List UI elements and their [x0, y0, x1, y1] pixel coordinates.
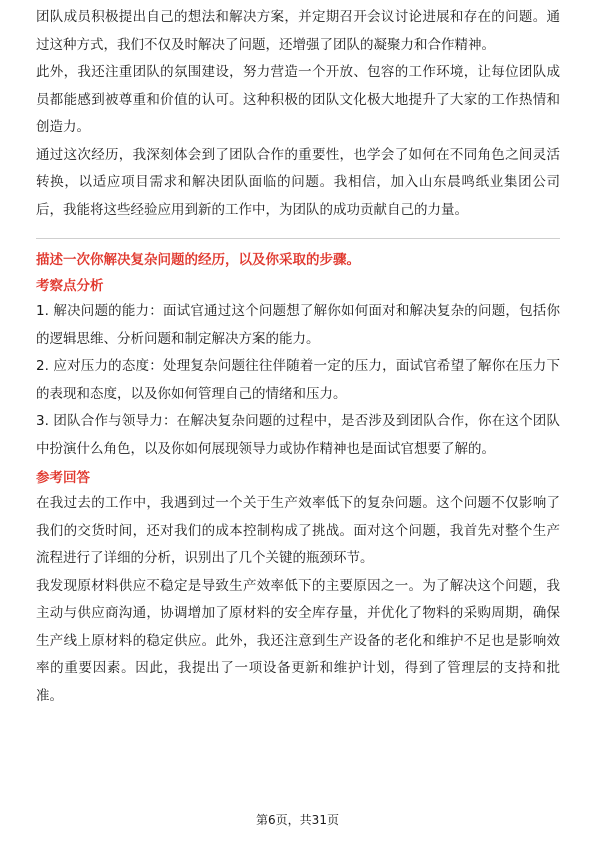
- section-divider: [36, 238, 560, 239]
- answer-paragraph: 我发现原材料供应不稳定是导致生产效率低下的主要原因之一。为了解决这个问题，我主动与供应商沟通，协调增加了原材料的安全库存量，并优化了物料的采购周期，确保生产线上原材料的稳定供应。此外，我还注意到生产设备的老化和维护不足也是影响效率的重要因素。因此，我提出了一项设备更新和维护计划，得到了管理层的支持和批准。: [36, 577, 560, 704]
- intro-paragraph: 团队成员积极提出自己的想法和解决方案，并定期召开会议讨论进展和存在的问题。通过这种方式，我们不仅及时解决了问题，还增强了团队的凝聚力和合作精神。: [36, 9, 560, 53]
- answer-title: 参考回答: [36, 470, 90, 486]
- intro-paragraph: 此外，我还注重团队的氛围建设，努力营造一个开放、包容的工作环境，让每位团队成员都能感到被尊重和价值的认可。这种积极的团队文化极大地提升了大家的工作热情和创造力。: [36, 64, 560, 135]
- analysis-title: 考察点分析: [36, 278, 104, 294]
- analysis-item: 1. 解决问题的能力：面试官通过这个问题想了解你如何面对和解决复杂的问题，包括你的逻辑思维、分析问题和制定解决方案的能力。: [36, 303, 560, 347]
- question-heading: 描述一次你解决复杂问题的经历，以及你采取的步骤。: [36, 252, 360, 268]
- intro-paragraph: 通过这次经历，我深刻体会到了团队合作的重要性，也学会了如何在不同角色之间灵活转换，以适应项目需求和解决团队面临的问题。我相信，加入山东晨鸣纸业集团公司后，我能将这些经验应用到新的工作中，为团队的成功贡献自己的力量。: [36, 146, 560, 218]
- document-page: [36, 4, 560, 710]
- analysis-item: 2. 应对压力的态度：处理复杂问题往往伴随着一定的压力，面试官希望了解你在压力下的表现和态度，以及你如何管理自己的情绪和压力。: [36, 358, 560, 402]
- page-number: 第6页，共31页: [256, 813, 339, 827]
- answer-paragraph: 在我过去的工作中，我遇到过一个关于生产效率低下的复杂问题。这个问题不仅影响了我们的交货时间，还对我们的成本控制构成了挑战。面对这个问题，我首先对整个生产流程进行了详细的分析，识别出了几个关键的瓶颈环节。: [36, 495, 560, 566]
- analysis-item: 3. 团队合作与领导力：在解决复杂问题的过程中，是否涉及到团队合作，你在这个团队中扮演什么角色，以及你如何展现领导力或协作精神也是面试官想要了解的。: [36, 413, 560, 457]
